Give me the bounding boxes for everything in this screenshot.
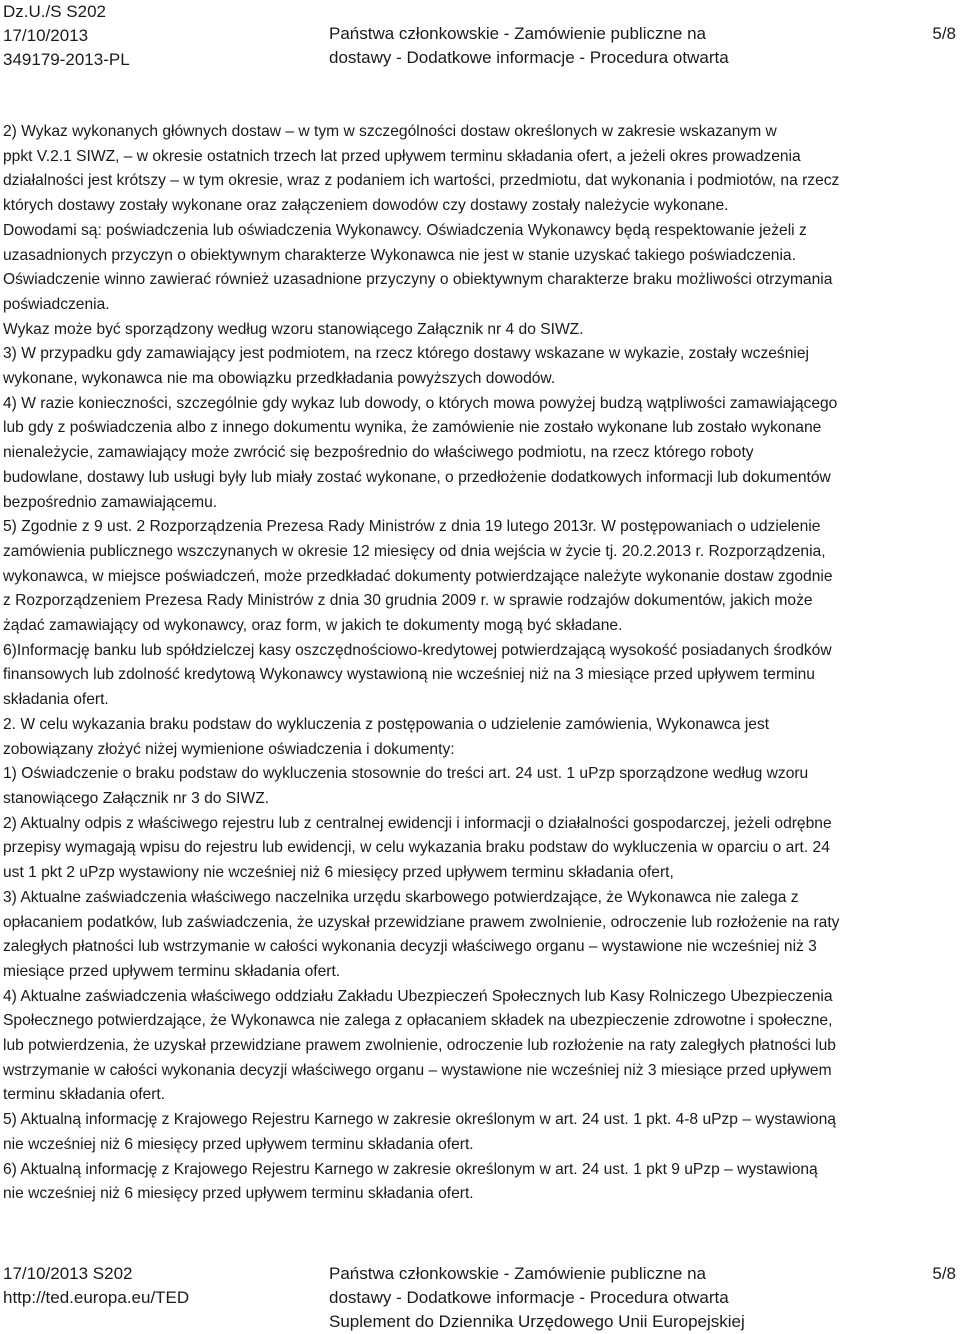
body-line: wykonawca, w miejsce poświadczeń, może przedkładać dokumenty potwierdzające należyte wykonanie dostaw zgodnie bbox=[3, 567, 833, 585]
body-line: 1) Oświadczenie o braku podstaw do wykluczenia stosownie do treści art. 24 ust. 1 uPzp sporządzone według wzoru bbox=[3, 765, 809, 783]
header-notice-id: 349179-2013-PL bbox=[3, 50, 130, 69]
header-middle bbox=[329, 22, 729, 70]
body-line: ppkt V.2.1 SIWZ, – w okresie ostatnich trzech lat przed upływem terminu składania ofert, a jeżeli okres prowadzenia bbox=[3, 147, 801, 165]
body-line: zamówienia publicznego wszczynanych w okresie 12 miesięcy od dnia wejścia w życie tj. 20.2.2013 r. Rozporządzenia, bbox=[3, 542, 826, 560]
body-line: terminu składania ofert. bbox=[3, 1086, 166, 1104]
body-line: 3) W przypadku gdy zamawiający jest podmiotem, na rzecz którego dostawy wskazane w wykazie, zostały wcześniej bbox=[3, 345, 810, 363]
body-line: z Rozporządzeniem Prezesa Rady Ministrów z dnia 30 grudnia 2009 r. w sprawie rodzajów dokumentów, jakich może bbox=[3, 592, 813, 610]
header-date: 17/10/2013 bbox=[3, 26, 89, 45]
body-line: Społecznego potwierdzające, że Wykonawca nie zalega z opłacaniem składek na ubezpieczenie zdrowotne i społeczne, bbox=[3, 1012, 833, 1030]
body-line: 3) Aktualne zaświadczenia właściwego naczelnika urzędu skarbowego potwierdzające, że Wykonawca nie zalega z bbox=[3, 888, 799, 906]
body-line: budowlane, dostawy lub usługi były lub miały zostać wykonane, o przedłożenie dodatkowych informacji lub dokumentów bbox=[3, 468, 831, 486]
body-line: 5) Zgodnie z 9 ust. 2 Rozporządzenia Prezesa Rady Ministrów z dnia 19 lutego 2013r. W postępowaniach o udzielenie bbox=[3, 518, 821, 536]
body-line: bezpośrednio zamawiającemu. bbox=[3, 493, 218, 511]
body-line: przepisy wymagają wpisu do rejestru lub ewidencji, w celu wykazania braku podstaw do wykluczenia w oparciu o art. 24 bbox=[3, 839, 830, 857]
body-line: których dostawy zostały wykonane oraz załączeniem dowodów czy dostawy zostały należycie wykonane. bbox=[3, 197, 729, 215]
body-line: nienależycie, zamawiający może zwrócić się bezpośrednio do właściwego podmiotu, na rzecz którego roboty bbox=[3, 444, 754, 462]
body-line: opłacaniem podatków, lub zaświadczenia, że uzyskał przewidziane prawem zwolnienie, odroczenie lub rozłożenie na raty bbox=[3, 913, 840, 931]
footer-middle bbox=[329, 1262, 745, 1334]
body-line: składania ofert. bbox=[3, 691, 109, 709]
header-title-line-1: Państwa członkowskie - Zamówienie publiczne na bbox=[329, 24, 707, 43]
footer-date-series: 17/10/2013 S202 bbox=[3, 1264, 133, 1283]
document-body bbox=[3, 120, 955, 1207]
body-line: 5) Aktualną informację z Krajowego Rejestru Karnego w zakresie określonym w art. 24 ust. 1 pkt. 4-8 uPzp – wystawioną bbox=[3, 1111, 836, 1129]
footer-title-line-2: dostawy - Dodatkowe informacje - Procedura otwarta bbox=[329, 1288, 729, 1307]
body-line: wykonane, wykonawca nie ma obowiązku przedkładania powyższych dowodów. bbox=[3, 370, 556, 388]
body-line: Dowodami są: poświadczenia lub oświadczenia Wykonawcy. Oświadczenia Wykonawcy będą respektowanie jeżeli z bbox=[3, 221, 807, 239]
body-line: stanowiącego Załącznik nr 3 do SIWZ. bbox=[3, 789, 270, 807]
header-journal-ref: Dz.U./S S202 bbox=[3, 2, 106, 21]
body-line: działalności jest krótszy – w tym okresie, wraz z podaniem ich wartości, przedmiotu, dat wykonania i podmiotów, na rzecz bbox=[3, 172, 840, 190]
body-line: 2) Wykaz wykonanych głównych dostaw – w tym w szczególności dostaw określonych w zakresie wskazanym w bbox=[3, 123, 777, 140]
body-line: ust 1 pkt 2 uPzp wystawiony nie wcześniej niż 6 miesięcy przed upływem terminu składania ofert, bbox=[3, 864, 674, 882]
footer-page-number: 5/8 bbox=[932, 1264, 956, 1283]
body-line: nie wcześniej niż 6 miesięcy przed upływem terminu składania ofert. bbox=[3, 1185, 474, 1203]
body-line: zobowiązany złożyć niżej wymienione oświadczenia i dokumenty: bbox=[3, 740, 455, 758]
body-line: 6) Aktualną informację z Krajowego Rejestru Karnego w zakresie określonym w art. 24 ust. 1 pkt 9 uPzp – wystawioną bbox=[3, 1160, 818, 1178]
body-line: finansowych lub zdolność kredytową Wykonawcy wystawioną nie wcześniej niż na 3 miesiące przed upływem terminu bbox=[3, 666, 815, 684]
footer-title-line-1: Państwa członkowskie - Zamówienie publiczne na bbox=[329, 1264, 707, 1283]
footer-title-line-3: Suplement do Dziennika Urzędowego Unii Europejskiej bbox=[329, 1312, 745, 1331]
body-line: 2. W celu wykazania braku podstaw do wykluczenia z postępowania o udzielenie zamówienia, Wykonawca jest bbox=[3, 715, 770, 733]
body-line: lub potwierdzenia, że uzyskał przewidziane prawem zwolnienie, odroczenie lub rozłożenie na raty zaległych płatności lub bbox=[3, 1037, 836, 1055]
body-line: 6)Informację banku lub spółdzielczej kasy oszczędnościowo-kredytowej potwierdzającą wysokość posiadanych środków bbox=[3, 641, 832, 659]
body-line: uzasadnionych przyczyn o obiektywnym charakterze Wykonawca nie jest w stanie uzyskać takiego poświadczenia. bbox=[3, 246, 796, 264]
header-title-line-2: dostawy - Dodatkowe informacje - Procedura otwarta bbox=[329, 48, 729, 67]
header-left bbox=[3, 0, 130, 72]
body-line: Oświadczenie winno zawierać również uzasadnione przyczyny o obiektywnym charakterze braku możliwości otrzymania bbox=[3, 271, 833, 289]
body-line: 4) W razie konieczności, szczególnie gdy wykaz lub dowody, o których mowa powyżej budzą wątpliwości zamawiającego bbox=[3, 394, 838, 412]
footer-link[interactable]: http://ted.europa.eu/TED bbox=[3, 1288, 190, 1307]
body-line: lub gdy z poświadczenia albo z innego dokumentu wynika, że zamówienie nie zostało wykonane lub zostało wykonane bbox=[3, 419, 822, 437]
header-page-number: 5/8 bbox=[932, 24, 956, 43]
body-line: 4) Aktualne zaświadczenia właściwego oddziału Zakładu Ubezpieczeń Społecznych lub Kasy Rolniczego Ubezpieczenia bbox=[3, 987, 833, 1005]
body-line: wstrzymanie w całości wykonania decyzji właściwego organu – wystawione nie wcześniej niż 3 miesiące przed upływem bbox=[3, 1061, 832, 1079]
body-line: żądać zamawiający od wykonawcy, oraz form, w jakich te dokumenty mogą być składane. bbox=[3, 617, 623, 635]
body-line: 2) Aktualny odpis z właściwego rejestru lub z centralnej ewidencji i informacji o działalności gospodarczej, jeżeli odrębne bbox=[3, 814, 832, 832]
footer-left bbox=[3, 1262, 189, 1310]
body-line: poświadczenia. bbox=[3, 295, 110, 313]
body-line: miesiące przed upływem terminu składania ofert. bbox=[3, 962, 341, 980]
body-line: nie wcześniej niż 6 miesięcy przed upływem terminu składania ofert. bbox=[3, 1135, 474, 1153]
body-line: zaległych płatności lub wstrzymanie w całości wykonania decyzji właściwego organu – wystawione nie wcześniej niż 3 bbox=[3, 938, 817, 956]
body-line: Wykaz może być sporządzony według wzoru stanowiącego Załącznik nr 4 do SIWZ. bbox=[3, 320, 584, 338]
